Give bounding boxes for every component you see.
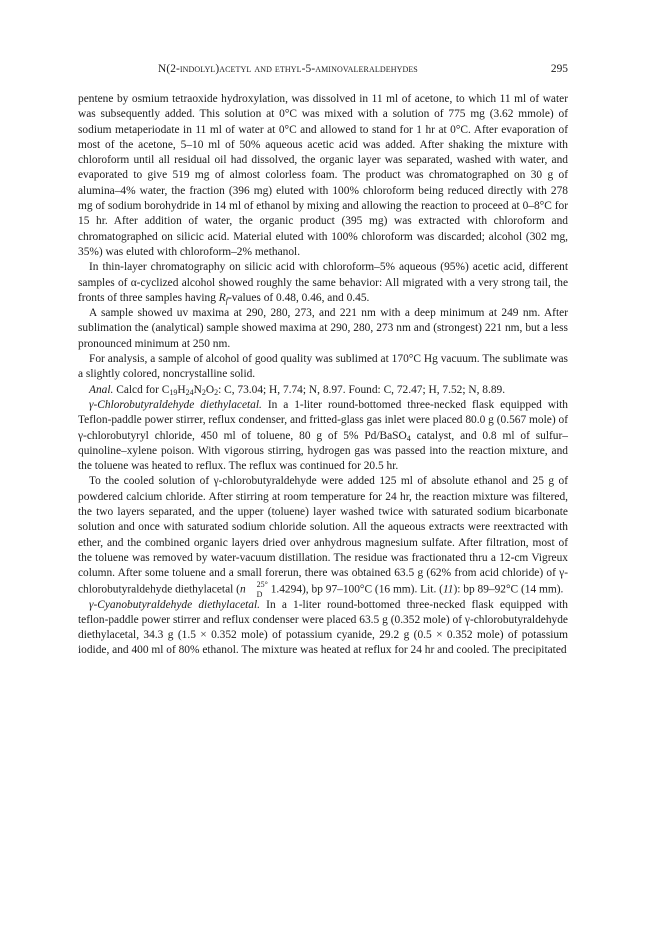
refractive-index-scripts <box>246 579 268 599</box>
page-header <box>78 62 568 78</box>
paragraph-cyanobutyraldehyde <box>78 598 568 659</box>
section-title-cyanobutyraldehyde: γ-Cyanobutyraldehyde diethylacetal. <box>89 598 261 611</box>
running-title: N(2-indolyl)acetyl and ethyl-5-aminovaleraldehydes <box>158 63 418 75</box>
c-subscript: 19 <box>169 387 178 397</box>
cyano-text: In a 1-liter round-bottomed three-necked flask equipped with teflon-paddle power stirrer and reflux condenser were placed 63.5 g (0.352 mole) of γ-chlorobutyraldehyde diethylacetal, 34.3 g (1.5 × 0.352 mole) of potassium cyanide, 29.2 g (0.5 × 0.352 mole) of potassium iodide, and 400 ml of 80% ethanol. The mixture was heated at reflux for 24 hr and cooled. The precipitated <box>78 598 568 657</box>
workup-bp: 1.4294), bp 97–100°C (16 mm). Lit. ( <box>267 583 443 596</box>
h-subscript: 24 <box>185 387 194 397</box>
o-subscript: 2 <box>214 387 219 397</box>
refractive-index-temperature: 25° <box>256 579 268 589</box>
paragraph-uv: A sample showed uv maxima at 290, 280, 273, and 221 nm with a deep minimum at 249 nm. After sublimation the (analytical) sample showed maxima at 290, 280, 273 nm and (strongest) 221 nm, but a less pronounced minimum at 250 nm. <box>78 307 568 350</box>
paragraph-continuation: pentene by osmium tetraoxide hydroxylation, was dissolved in 11 ml of acetone, to which 11 ml of water was subsequently added. This solution at 0°C was mixed with a solution of 775 mg (3.62 mmole) of sodium metaperiodate in 11 ml of water at 0°C and allowed to stand for 1 hr at 0°C. After evaporation of most of the acetone, 5–10 ml of 50% aqueous acetic acid was added. After shaking the mixture with chloroform until all residual oil had dissolved, the organic layer was separated, washed with water, and evaporated to give 519 mg of almost colorless foam. The product was chromatographed on 30 g of alumina–4% water, the fraction (396 mg) eluted with 100% chloroform being reduced directly with 278 mg of sodium borohydride in 14 ml of ethanol by mixing and allowing the reaction to proceed at 0–8°C for 15 hr. After addition of water, the organic product (395 mg) was extracted with chloroform and chromatographed on silicic acid. Material eluted with 100% chloroform was discarded; alcohol (302 mg, 35%) was eluted with chloroform–2% methanol. <box>78 93 568 258</box>
page-number: 295 <box>550 63 568 75</box>
rf-symbol: R <box>218 291 226 304</box>
h-symbol: H <box>177 383 186 396</box>
n-subscript: 2 <box>201 387 206 397</box>
workup-text: To the cooled solution of γ-chlorobutyraldehyde were added 125 ml of absolute ethanol and 25 g of powdered calcium chloride. After stirring at room temperature for 24 hr, the reaction mixture was filtered, the two layers separated, and the upper (toluene) layer washed twice with saturated sodium bicarbonate solution and once with saturated sodium chloride solution. All the aqueous extracts were reextracted with ether, and the combined organic layers dried over anhydrous magnesium sulfate. After filtration, most of the toluene was removed by water-vacuum distillation. The residue was fractionated thru a 12-cm Vigreux column. After some toluene and a small forerun, there was obtained 63.5 g (62% from acid chloride) of γ-chlorobutyraldehyde diethylacetal ( <box>78 475 568 596</box>
journal-page <box>78 62 568 659</box>
paragraph-workup <box>78 474 568 597</box>
paragraph-analysis <box>78 383 568 398</box>
refractive-index-symbol: n <box>239 583 246 596</box>
calcd-text: Calcd for C <box>113 383 170 396</box>
analysis-values: : C, 73.04; H, 7.74; N, 8.97. Found: C, 72.47; H, 7.52; N, 8.89. <box>218 383 506 396</box>
paragraph-chlorobutyraldehyde <box>78 398 568 474</box>
tlc-text: In thin-layer chromatography on silicic acid with chloroform–5% aqueous (95%) acetic acid, different samples of α-cyclized alcohol showed roughly the same behavior: All migrated with a very strong tail, the fronts of three samples having <box>78 261 568 304</box>
n-symbol: N <box>193 383 202 396</box>
chloro-text-1: In a 1-liter round-bottomed three-necked flask equipped with Teflon-paddle power stirrer, reflux condenser, and fritted-glass gas inlet were placed 80.0 g (0.567 mole) of γ-chlorobutyryl chloride, 450 ml of toluene, 80 g of 5% Pd/BaSO <box>78 398 568 442</box>
o-symbol: O <box>205 383 215 396</box>
rf-subscript: f <box>225 295 228 305</box>
refractive-index-line: D <box>256 589 263 599</box>
paragraph-tlc <box>78 260 568 306</box>
tlc-values: -values of 0.48, 0.46, and 0.45. <box>227 291 370 304</box>
workup-lit: ): bp 89–92°C (14 mm). <box>453 583 564 596</box>
anal-label: Anal. <box>89 383 114 396</box>
section-title-chlorobutyraldehyde: γ-Chlorobutyraldehyde diethylacetal. <box>89 398 262 411</box>
so4-subscript: 4 <box>406 433 411 443</box>
chloro-text-2: catalyst, and 0.8 ml of sulfur–quinoline–xylene poison. With vigorous stirring, hydrogen gas was passed into the reaction mixture, and the toluene was heated to reflux. The reflux was continued for 20.5 hr. <box>78 429 568 473</box>
literature-reference: 11 <box>442 583 454 596</box>
paragraph-sublimation: For analysis, a sample of alcohol of good quality was sublimed at 170°C Hg vacuum. The sublimate was a slightly colored, noncrystalline solid. <box>78 353 568 381</box>
